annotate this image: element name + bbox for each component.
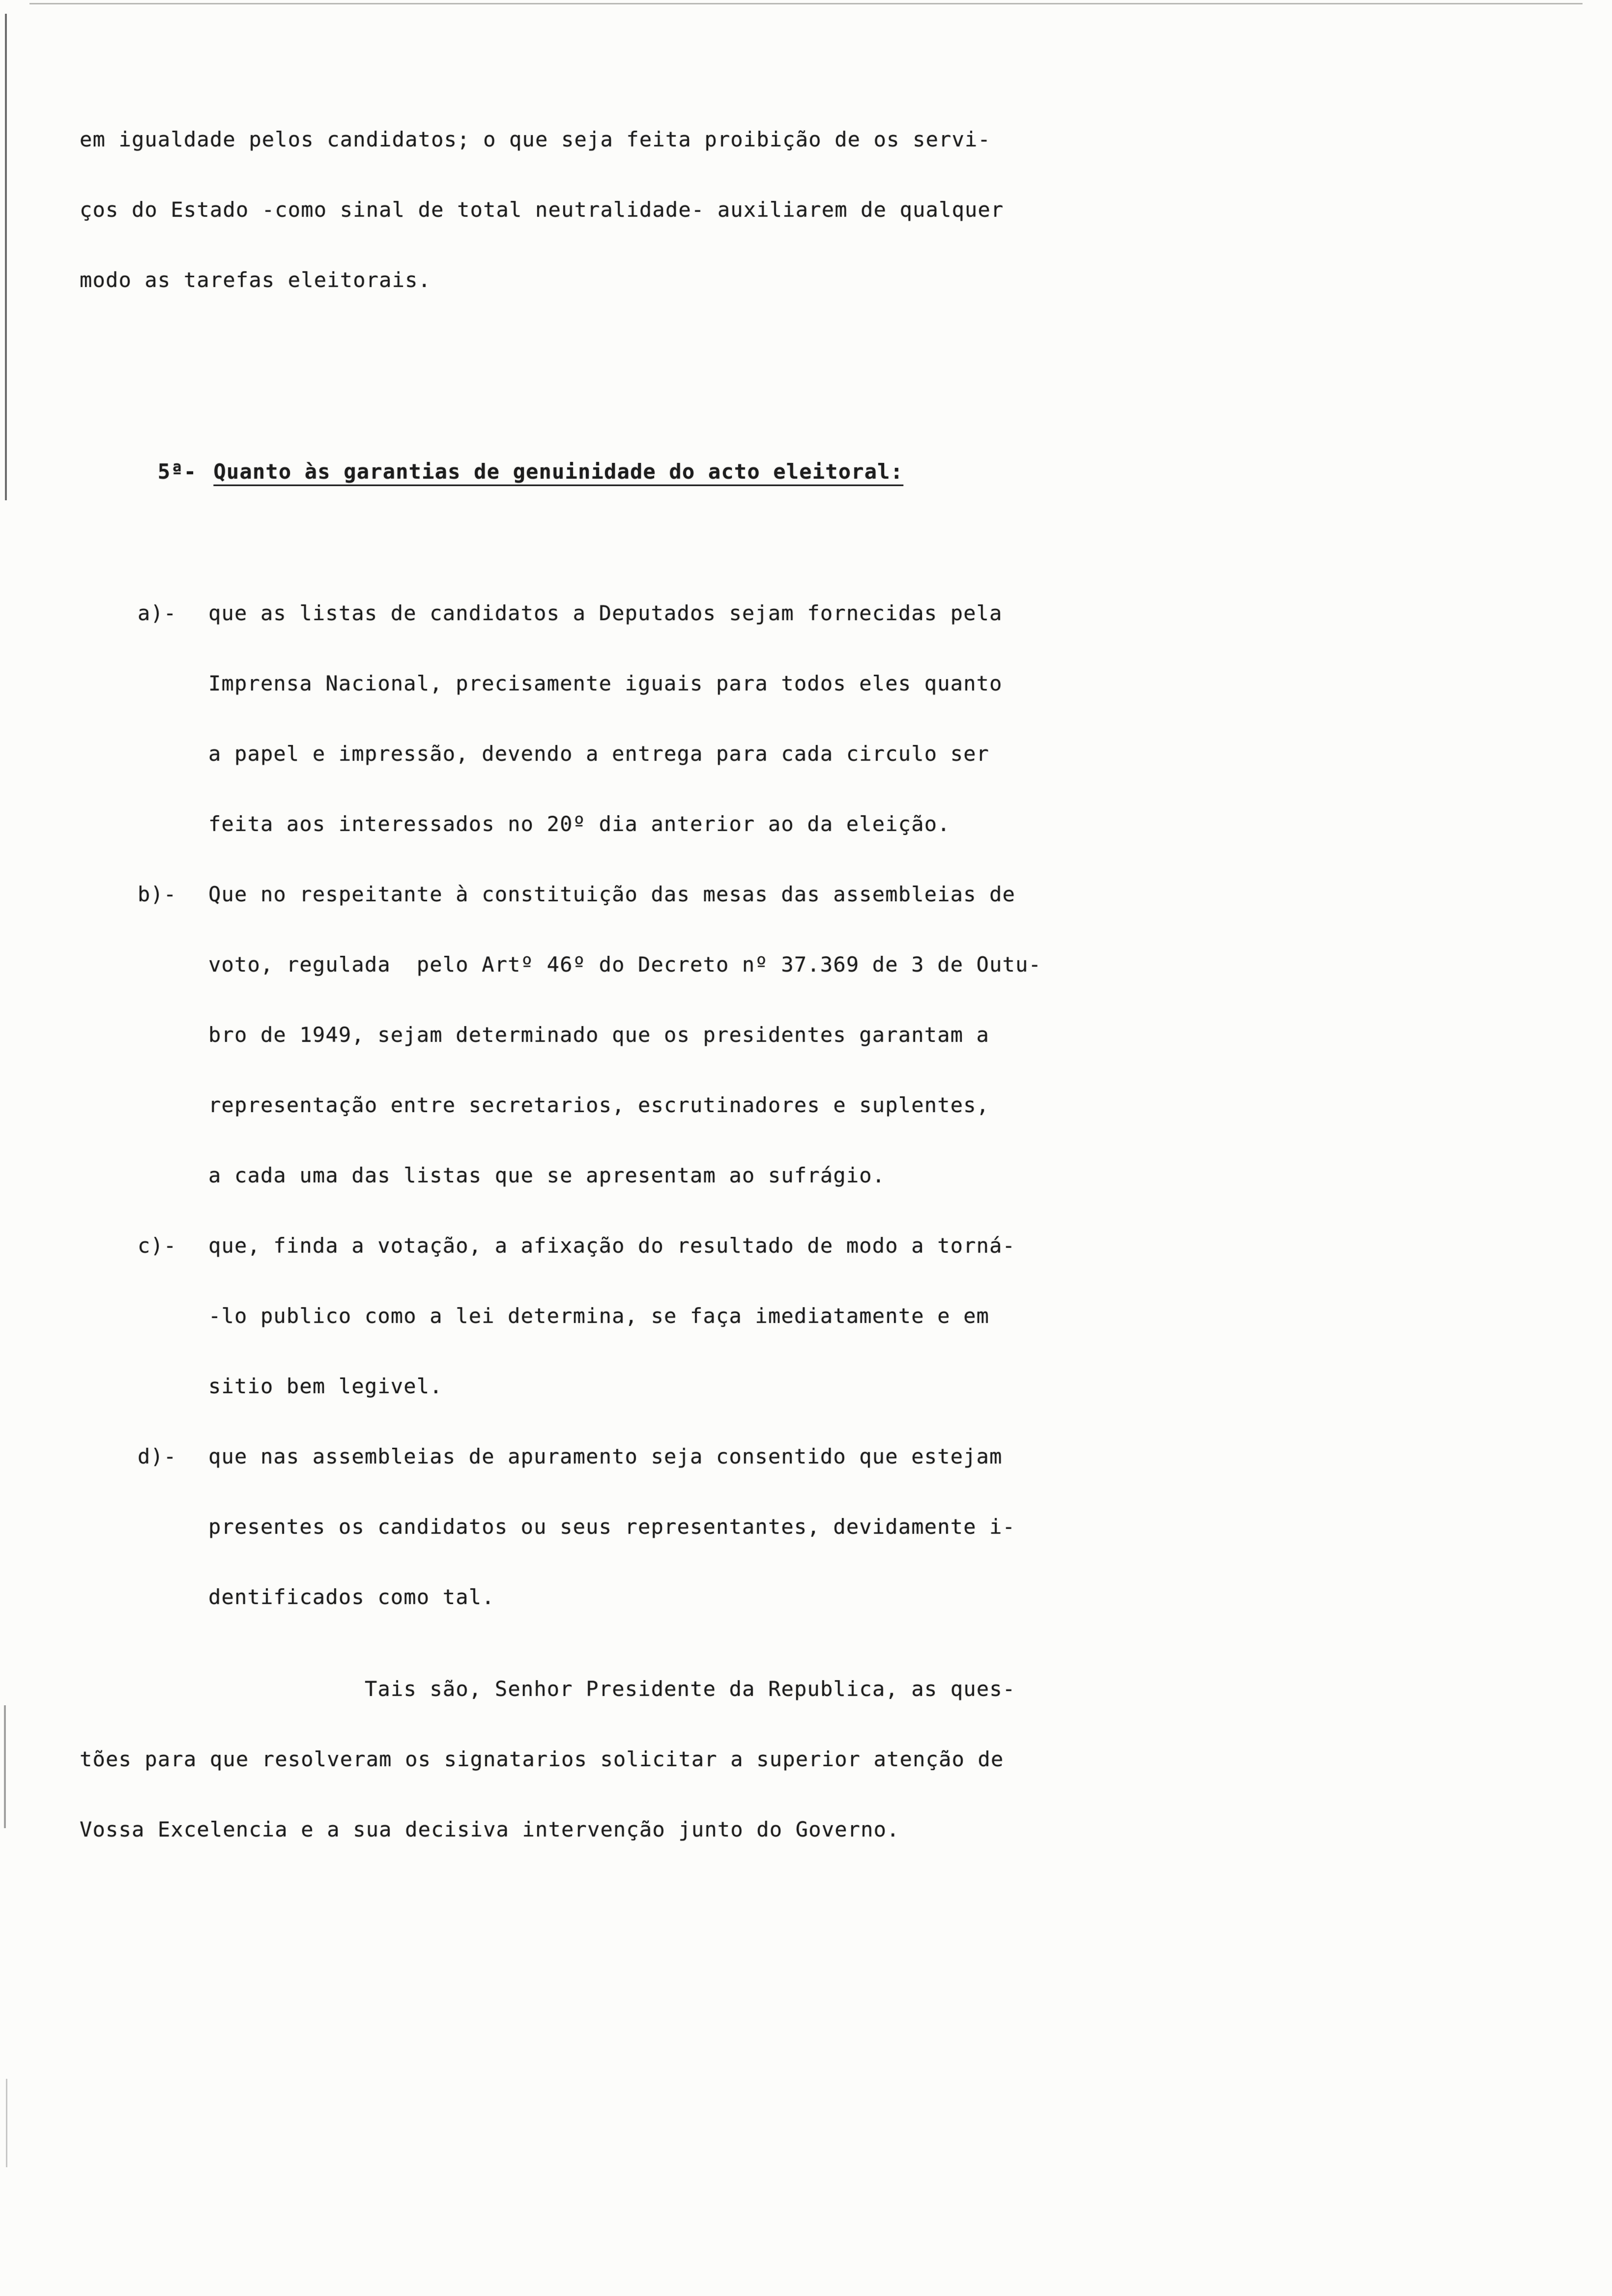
text-line: que nas assembleias de apuramento seja consentido que estejam xyxy=(208,1444,1003,1468)
scan-artifact-left-edge-bottom xyxy=(6,2079,7,2167)
scan-artifact-left-edge xyxy=(5,14,7,500)
text-line: Vossa Excelencia e a sua decisiva intervenção junto do Governo. xyxy=(80,1817,900,1841)
document-content xyxy=(80,104,1534,1865)
section-title: Quanto às garantias de genuinidade do acto eleitoral: xyxy=(213,459,904,484)
text-line: Tais são, Senhor Presidente da Republica, as ques- xyxy=(365,1677,1016,1701)
text-line: feita aos interessados no 20º dia anterior ao da eleição. xyxy=(208,812,950,836)
text-line: tões para que resolveram os signatarios solicitar a superior atenção de xyxy=(80,1747,1004,1771)
list-item-c xyxy=(80,1210,1534,1421)
section-heading xyxy=(80,366,1534,577)
list-item-b xyxy=(80,859,1534,1210)
scan-artifact-left-edge-lower xyxy=(4,1705,6,1828)
list-item-d xyxy=(80,1421,1534,1632)
text-line: Que no respeitante à constituição das mesas das assembleias de xyxy=(208,882,1016,906)
text-line: ços do Estado -como sinal de total neutralidade- auxiliarem de qualquer xyxy=(80,198,1004,222)
text-line: -lo publico como a lei determina, se faça imediatamente e em xyxy=(208,1304,990,1328)
intro-paragraph xyxy=(80,104,1534,315)
item-label: d)- xyxy=(138,1444,177,1468)
item-label: b)- xyxy=(138,882,177,906)
text-line: dentificados como tal. xyxy=(208,1585,495,1609)
text-line: em igualdade pelos candidatos; o que seja feita proibição de os servi- xyxy=(80,127,991,151)
text-line: que, finda a votação, a afixação do resultado de modo a torná- xyxy=(208,1234,1016,1258)
text-line: representação entre secretarios, escrutinadores e suplentes, xyxy=(208,1093,990,1117)
text-line: modo as tarefas eleitorais. xyxy=(80,268,432,292)
closing-paragraph xyxy=(80,1654,1534,1865)
section-number: 5ª- xyxy=(157,459,197,484)
items-list xyxy=(80,578,1534,1632)
item-label: c)- xyxy=(138,1234,177,1258)
scan-artifact-top-edge xyxy=(29,3,1583,4)
list-item-a xyxy=(80,578,1534,859)
text-line: voto, regulada pelo Artº 46º do Decreto nº 37.369 de 3 de Outu- xyxy=(208,952,1042,976)
text-line: presentes os candidatos ou seus representantes, devidamente i- xyxy=(208,1515,1016,1539)
text-line: que as listas de candidatos a Deputados sejam fornecidas pela xyxy=(208,601,1003,625)
text-line: bro de 1949, sejam determinado que os presidentes garantam a xyxy=(208,1023,990,1047)
text-line: a papel e impressão, devendo a entrega para cada circulo ser xyxy=(208,742,990,766)
text-line: Imprensa Nacional, precisamente iguais para todos eles quanto xyxy=(208,671,1003,695)
text-line: a cada uma das listas que se apresentam ao sufrágio. xyxy=(208,1163,886,1187)
item-label: a)- xyxy=(138,601,177,625)
text-line: sitio bem legivel. xyxy=(208,1374,443,1398)
